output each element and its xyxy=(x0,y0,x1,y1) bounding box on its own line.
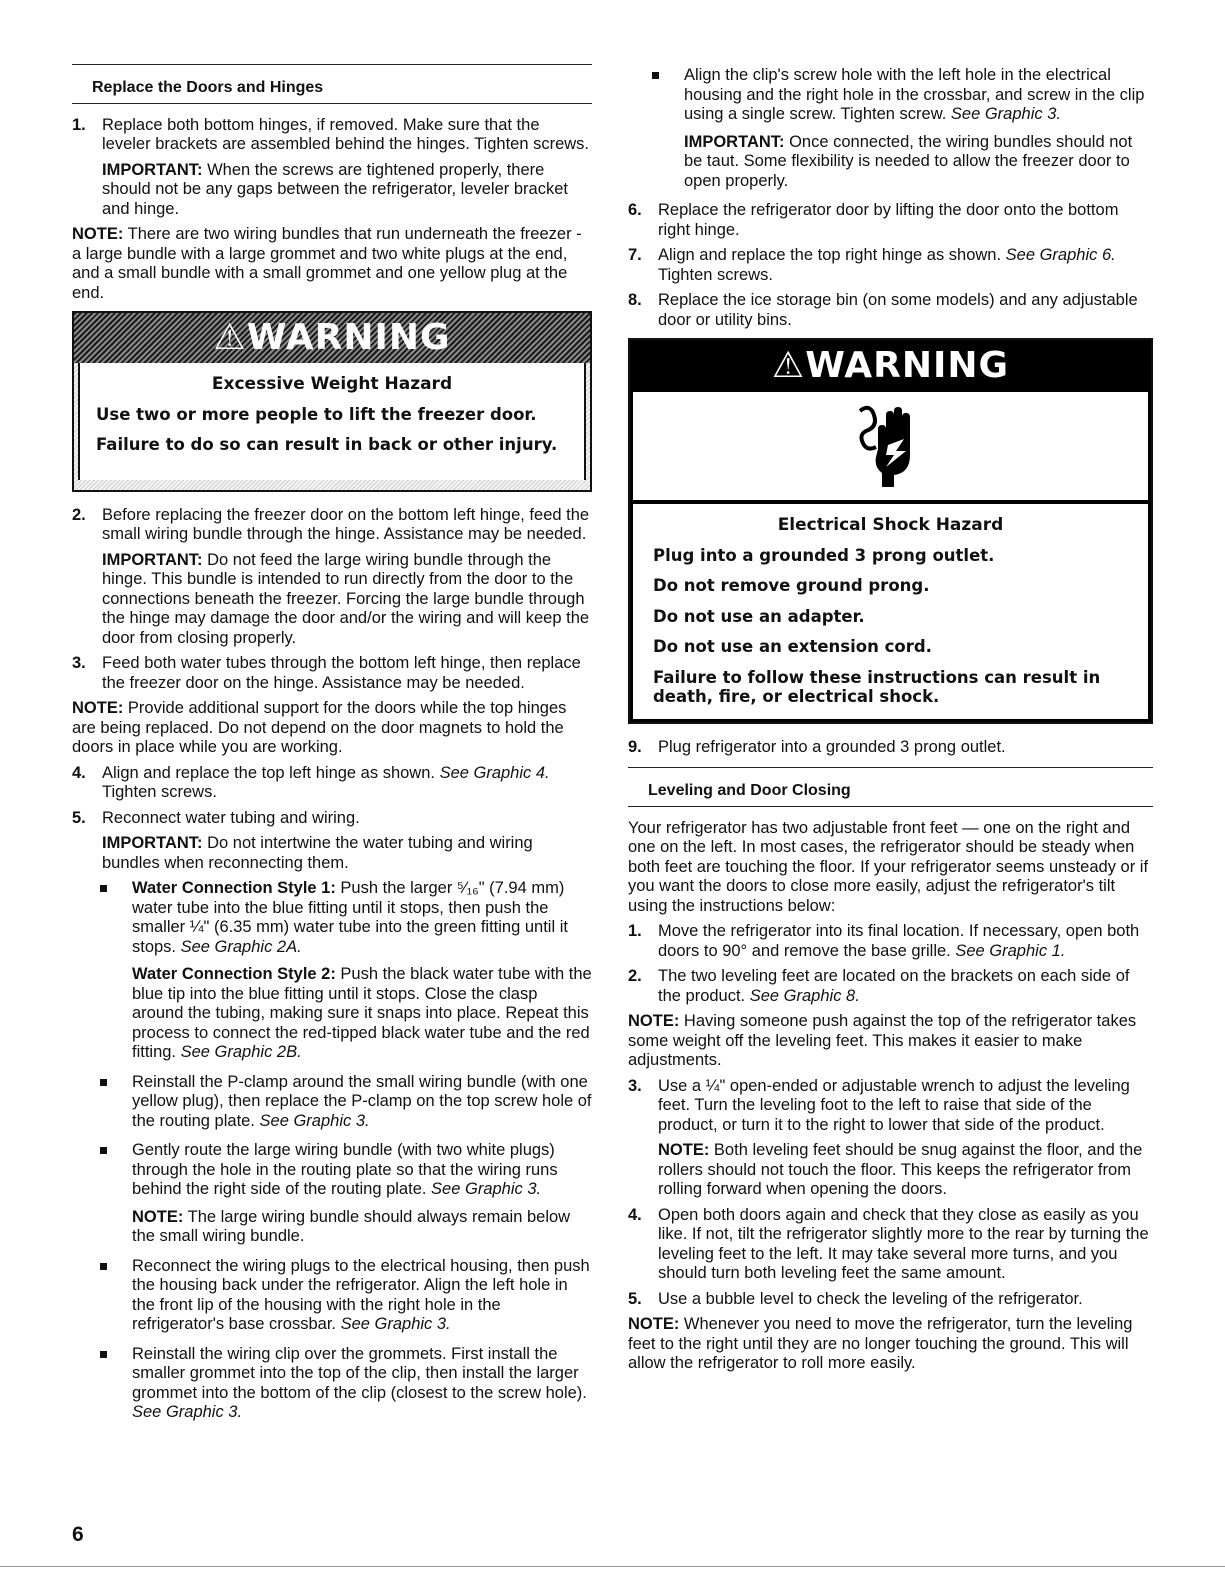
level-step-2 xyxy=(628,967,1153,1006)
step-number: 1. xyxy=(628,922,642,940)
step-text: Align and replace the top right hinge as shown. See Graphic 6. Tighten screws. xyxy=(658,246,1116,284)
step-number: 9. xyxy=(628,737,642,756)
warning-line: Plug into a grounded 3 prong outlet. xyxy=(653,545,995,565)
bullet-icon xyxy=(100,1263,107,1270)
bullet-item xyxy=(72,1141,592,1247)
bullet-icon xyxy=(100,1147,107,1154)
bullet-item xyxy=(72,879,592,1063)
bullet-text: Water Connection Style 1: Push the larger ⁵⁄₁₆" (7.94 mm) water tube into the blue fitting until it stops, then push the smaller ¼" (6.35 mm) water tube into the green fitting until it stops. See Graphic 2A. xyxy=(132,879,568,956)
important-note: IMPORTANT: Once connected, the wiring bundles should not be taut. Some flexibility is needed to allow the freezer door to open properly. xyxy=(684,132,1133,190)
warning-body xyxy=(78,363,586,480)
bullet-subtext: Water Connection Style 2: Push the black water tube with the blue tip into the blue fitting until it stops. Close the clasp around the tubing, making sure it snaps into place. Repeat this process to connect the red-tipped black water tube and the red fitting. See Graphic 2B. xyxy=(132,965,592,1061)
step-number: 4. xyxy=(628,1205,642,1224)
intro-paragraph: Your refrigerator has two adjustable front feet — one on the right and one on the left. In most cases, the refrigerator should be steady when both feet are touching the floor. If your refrigerator seems unsteady or if you want the doors to close more easily, adjust the refrigerator's tilt using the instructions below: xyxy=(628,818,1149,915)
note-paragraph: NOTE: Whenever you need to move the refrigerator, turn the leveling feet to the right until they are no longer touching the ground. This will allow the refrigerator to roll more easily. xyxy=(628,1315,1133,1372)
important-note: IMPORTANT: Do not feed the large wiring bundle through the hinge. This bundle is intended to run directly from the door to the connections beneath the freezer. Forcing the large bundle through the hinge may damage the door and/or the wiring and will keep the door from closing properly. xyxy=(102,550,590,647)
bullet-icon xyxy=(100,885,107,892)
note-paragraph: NOTE: There are two wiring bundles that run underneath the freezer - a large bundle with a large grommet and two white plugs at the end, and a small bundle with a small grommet and one yellow plug at the end. xyxy=(72,225,582,302)
bullet-icon xyxy=(100,1079,107,1086)
warning-icon: ⚠ xyxy=(771,345,806,387)
level-step-3 xyxy=(628,1077,1153,1200)
step-6 xyxy=(628,201,1153,240)
step-number: 5. xyxy=(628,1289,642,1308)
bullet-text: Reconnect the wiring plugs to the electrical housing, then push the housing back under the refrigerator. Align the left hole in the front lip of the housing with the right hole in the refrigerator's base crossbar. See Graphic 3. xyxy=(132,1256,590,1333)
note-paragraph: NOTE: Provide additional support for the doors while the top hinges are being replaced. Do not depend on the door magnets to hold the doors in place while you are working. xyxy=(72,699,567,756)
step-5 xyxy=(72,809,592,874)
bullet-item xyxy=(72,1345,592,1423)
level-step-4 xyxy=(628,1206,1153,1284)
bullet-icon xyxy=(652,72,659,79)
warning-box-electrical xyxy=(628,338,1153,724)
step-7 xyxy=(628,246,1153,285)
bullet-text: Reinstall the P-clamp around the small wiring bundle (with one yellow plug), then replace the P-clamp on the top screw hole of the routing plate. See Graphic 3. xyxy=(132,1072,592,1130)
important-note: IMPORTANT: Do not intertwine the water tubing and wiring bundles when reconnecting them. xyxy=(102,834,533,872)
warning-line: Use two or more people to lift the freezer door. xyxy=(96,404,537,424)
warning-line: Do not use an extension cord. xyxy=(653,637,932,656)
section-heading: Replace the Doors and Hinges xyxy=(72,64,592,104)
step-1 xyxy=(72,116,592,220)
bullet-text: Align the clip's screw hole with the left hole in the electrical housing and the right hole in the crossbar, and screw in the clip using a single screw. Tighten screw. See Graphic 3. xyxy=(684,66,1145,123)
warning-line: Failure to do so can result in back or other injury. xyxy=(96,435,558,454)
step-text: Before replacing the freezer door on the bottom left hinge, feed the small wiring bundle through the hinge. Assistance may be needed. xyxy=(102,505,590,543)
bullet-note: NOTE: The large wiring bundle should always remain below the small wiring bundle. xyxy=(132,1207,571,1245)
step-text: Align and replace the top left hinge as shown. See Graphic 4. Tighten screws. xyxy=(102,763,550,801)
step-number: 7. xyxy=(628,246,642,264)
step-text: Open both doors again and check that they close as easily as you like. If not, tilt the refrigerator slightly more to the rear by turning the leveling feet to the left. It may take several more turns, and you should turn both leveling feet the same amount. xyxy=(658,1205,1149,1282)
step-2 xyxy=(72,506,592,649)
bullet-item xyxy=(72,1073,592,1132)
warning-banner xyxy=(74,313,590,363)
level-step-5 xyxy=(628,1290,1153,1310)
hazard-title: Electrical Shock Hazard xyxy=(777,515,1004,535)
step-text: Plug refrigerator into a grounded 3 prong outlet. xyxy=(658,737,1006,756)
hazard-title: Excessive Weight Hazard xyxy=(211,374,453,394)
page-number: 6 xyxy=(72,1523,84,1546)
step-text: Reconnect water tubing and wiring. xyxy=(102,808,360,827)
warning-title: WARNING xyxy=(246,317,451,359)
electrical-shock-icon xyxy=(633,392,1148,502)
step-number: 5. xyxy=(72,808,86,827)
step-number: 6. xyxy=(628,201,642,219)
step-number: 3. xyxy=(72,654,86,672)
step-text: Replace the ice storage bin (on some models) and any adjustable door or utility bins. xyxy=(658,291,1138,329)
step-text: Use a bubble level to check the leveling of the refrigerator. xyxy=(658,1289,1083,1308)
step-text: Replace the refrigerator door by lifting the door onto the bottom right hinge. xyxy=(658,201,1119,239)
step-number: 1. xyxy=(72,115,86,134)
warning-line: Do not remove ground prong. xyxy=(653,576,930,595)
warning-line: Failure to follow these instructions can result in death, fire, or electrical shock. xyxy=(653,667,1101,706)
step-note: NOTE: Both leveling feet should be snug against the floor, and the rollers should not touch the floor. This keeps the refrigerator from rolling forward when opening the doors. xyxy=(658,1141,1143,1198)
step-8 xyxy=(628,291,1153,330)
level-step-1 xyxy=(628,922,1153,961)
warning-body xyxy=(633,504,1148,719)
step-number: 2. xyxy=(628,967,642,985)
note-paragraph: NOTE: Having someone push against the top of the refrigerator takes some weight off the leveling feet. This makes it easier to make adjustments. xyxy=(628,1012,1137,1069)
bullet-item xyxy=(628,66,1153,191)
step-3 xyxy=(72,654,592,693)
section-heading: Leveling and Door Closing xyxy=(628,767,1153,807)
bullet-text: Gently route the large wiring bundle (with two white plugs) through the hole in the routing plate so that the wiring runs behind the right side of the routing plate. See Graphic 3. xyxy=(132,1141,558,1198)
right-column xyxy=(628,64,1153,1380)
warning-title: WARNING xyxy=(805,345,1010,387)
important-note: IMPORTANT: When the screws are tightened properly, there should not be any gaps between the refrigerator, leveler bracket and hinge. xyxy=(102,160,568,218)
step-4 xyxy=(72,764,592,803)
left-column xyxy=(72,64,592,1433)
warning-box-weight xyxy=(72,311,592,492)
step-text: Feed both water tubes through the bottom left hinge, then replace the freezer door on the hinge. Assistance may be needed. xyxy=(102,654,581,692)
warning-banner xyxy=(633,340,1148,392)
bullet-item xyxy=(72,1257,592,1335)
step-text: Use a ¼" open-ended or adjustable wrench to adjust the leveling feet. Turn the leveling foot to the left to raise that side of the product, or turn it to the right to lower that side of the product. xyxy=(658,1076,1130,1134)
step-number: 2. xyxy=(72,505,86,524)
warning-line: Do not use an adapter. xyxy=(653,606,865,626)
step-text: The two leveling feet are located on the brackets on each side of the product. See Graphic 8. xyxy=(658,967,1130,1005)
step-text: Replace both bottom hinges, if removed. Make sure that the leveler brackets are assembled behind the hinges. Tighten screws. xyxy=(102,115,590,153)
bullet-text: Reinstall the wiring clip over the grommets. First install the smaller grommet into the top of the clip, then install the larger grommet into the bottom of the clip (closest to the screw hole). See Graphic 3. xyxy=(132,1344,587,1421)
step-number: 4. xyxy=(72,763,86,782)
step-9 xyxy=(628,738,1153,758)
step-number: 3. xyxy=(628,1076,642,1095)
page-bottom-rule xyxy=(0,1566,1225,1567)
bullet-icon xyxy=(100,1351,107,1358)
warning-icon: ⚠ xyxy=(213,317,247,359)
step-number: 8. xyxy=(628,291,642,309)
step-text: Move the refrigerator into its final location. If necessary, open both doors to 90° and remove the base grille. See Graphic 1. xyxy=(658,922,1140,960)
